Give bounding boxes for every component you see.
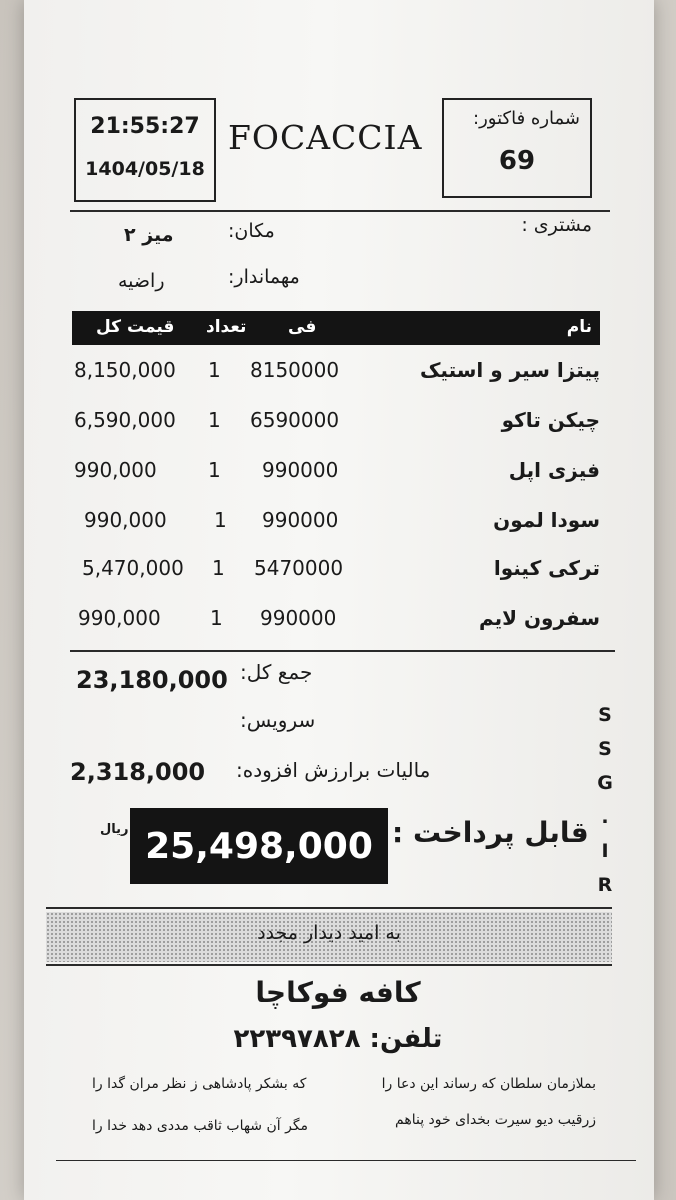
payable-label: قابل پرداخت :: [392, 816, 589, 849]
item-unit-price: 6590000: [250, 408, 340, 432]
item-name: سودا لمون: [493, 508, 600, 532]
vat-label: مالیات برارزش افزوده:: [236, 758, 431, 782]
item-qty: 1: [212, 556, 225, 580]
header-total: قیمت کل: [96, 317, 175, 337]
item-name: فیزی اپل: [508, 458, 600, 482]
item-unit-price: 990000: [262, 458, 339, 482]
item-unit-price: 990000: [260, 606, 337, 630]
item-total: 6,590,000: [74, 408, 176, 432]
table-row: [72, 556, 600, 596]
subtotal-value: 23,180,000: [76, 666, 228, 694]
receipt-date: 1404/05/18: [85, 158, 205, 180]
side-letter: I: [601, 840, 609, 862]
item-qty: 1: [208, 458, 221, 482]
customer-label: مشتری :: [521, 214, 592, 236]
payable-value: 25,498,000: [145, 825, 373, 867]
side-letter: .: [601, 806, 609, 828]
item-total: 5,470,000: [82, 556, 184, 580]
vat-value: 2,318,000: [70, 758, 206, 786]
item-qty: 1: [210, 606, 223, 630]
subtotal-label: جمع کل:: [240, 660, 313, 684]
item-total: 990,000: [74, 458, 157, 482]
header-unit-price: فی: [288, 317, 317, 337]
location-label: مکان:: [228, 220, 275, 242]
host-value: راضیه: [118, 270, 165, 292]
table-divider: [70, 650, 615, 652]
side-letter: R: [597, 874, 613, 896]
datetime-box: [74, 98, 216, 202]
cafe-phone: تلفن: ۲۲۳۹۷۸۲۸: [233, 1024, 443, 1054]
table-row: [72, 458, 600, 498]
table-row: [72, 606, 600, 646]
currency-label: ریال: [100, 822, 129, 837]
location-value: میز ۲: [124, 224, 174, 246]
table-row: [72, 358, 600, 398]
item-unit-price: 5470000: [254, 556, 344, 580]
items-table-header: [72, 311, 600, 345]
receipt-time: 21:55:27: [90, 114, 200, 139]
item-name: سفرون لایم: [478, 606, 600, 630]
poem-line-1-right: بملازمان سلطان که رساند این دعا را: [381, 1076, 596, 1092]
item-name: پیتزا سیر و استیک: [419, 358, 600, 382]
invoice-number-label: شماره فاکتور:: [473, 108, 580, 129]
invoice-number: 69: [498, 146, 536, 176]
item-qty: 1: [208, 358, 221, 382]
farewell-text: به امید دیدار مجدد: [257, 922, 401, 944]
item-total: 990,000: [78, 606, 161, 630]
table-row: [72, 508, 600, 548]
header-name: نام: [566, 317, 592, 337]
table-row: [72, 408, 600, 448]
poem-line-1-left: که بشکر پادشاهی ز نظر مران گدا را: [92, 1076, 307, 1092]
item-qty: 1: [214, 508, 227, 532]
invoice-number-box: [442, 98, 592, 198]
side-letter: S: [598, 704, 612, 726]
header-divider: [70, 210, 610, 212]
brand-logo: FOCACCIA: [228, 118, 423, 157]
host-label: مهماندار:: [228, 266, 300, 288]
service-label: سرویس:: [240, 708, 316, 732]
side-letters: [593, 698, 617, 902]
footer-divider-top: [46, 907, 612, 909]
payable-amount-box: [130, 808, 388, 884]
item-name: چیکن تاکو: [501, 408, 600, 432]
item-total: 8,150,000: [74, 358, 176, 382]
cafe-name: کافه فوکاچا: [255, 976, 421, 1009]
farewell-band: [46, 912, 612, 962]
side-letter: G: [597, 772, 613, 794]
item-unit-price: 990000: [262, 508, 339, 532]
poem-line-2-left: مگر آن شهاب ثاقب مددی دهد خدا را: [92, 1118, 309, 1134]
item-unit-price: 8150000: [250, 358, 340, 382]
poem-line-2-right: زرقیب دیو سیرت بخدای خود پناهم: [395, 1112, 596, 1128]
footer-divider-bottom: [46, 964, 612, 966]
header-qty: تعداد: [206, 317, 247, 337]
item-total: 990,000: [84, 508, 167, 532]
side-letter: S: [598, 738, 612, 760]
item-qty: 1: [208, 408, 221, 432]
item-name: ترکی کینوا: [493, 556, 600, 580]
bottom-rule: [56, 1160, 636, 1161]
